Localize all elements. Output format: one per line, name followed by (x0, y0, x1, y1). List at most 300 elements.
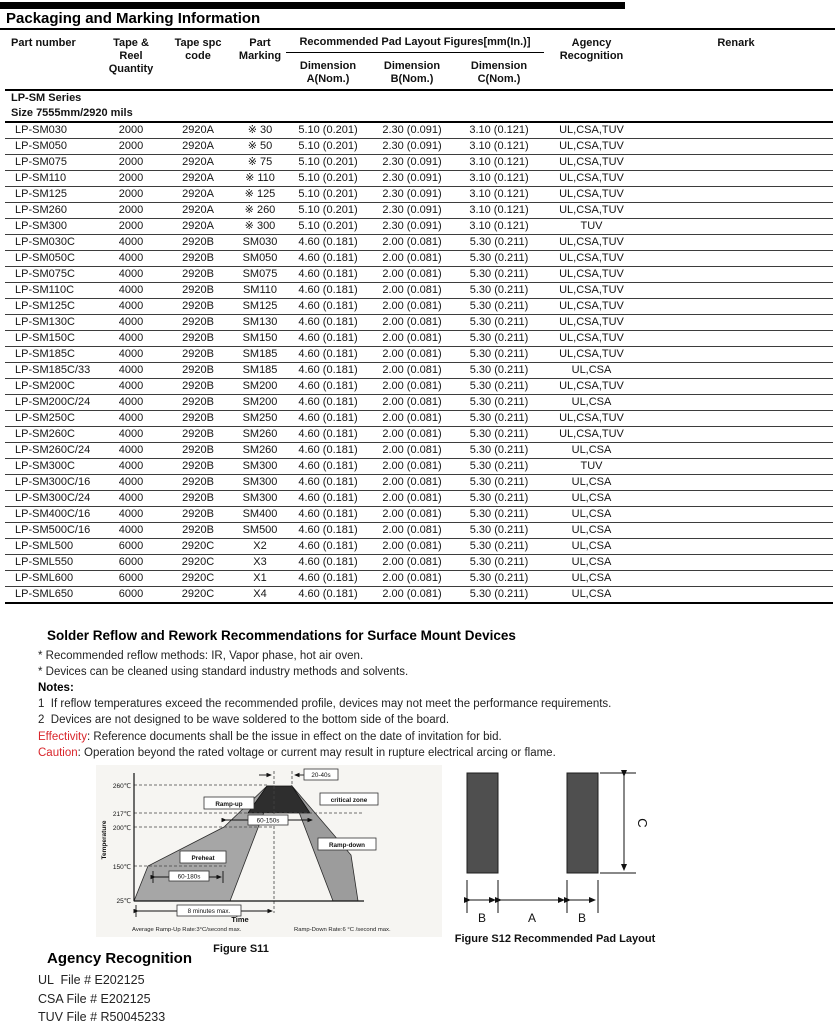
cell-quantity: 2000 (100, 171, 162, 187)
cell-dim-c: 5.30 (0.211) (454, 571, 544, 587)
table-row (5, 283, 833, 299)
cell-part-number: LP-SM030C (5, 235, 100, 251)
cell-dim-b: 2.00 (0.081) (370, 363, 454, 379)
cell-part-marking: SM185 (234, 347, 286, 363)
cell-dim-b: 2.30 (0.091) (370, 203, 454, 219)
col-header-tape-spc: Tape spc code (162, 30, 234, 90)
cell-part-number: LP-SM185C/33 (5, 363, 100, 379)
cell-part-marking: SM150 (234, 331, 286, 347)
series-label: LP-SM Series (11, 92, 82, 104)
cell-dim-c: 3.10 (0.121) (454, 187, 544, 203)
cell-remark (639, 507, 833, 523)
table-row (5, 315, 833, 331)
packaging-table (5, 30, 833, 604)
cell-part-marking: SM260 (234, 427, 286, 443)
cell-part-marking: SM185 (234, 363, 286, 379)
cell-dim-a: 5.10 (0.201) (286, 219, 370, 235)
dim-b-left-label: B (477, 911, 487, 925)
cell-part-number: LP-SM260C/24 (5, 443, 100, 459)
cell-dim-b: 2.30 (0.091) (370, 155, 454, 171)
cell-dim-b: 2.30 (0.091) (370, 171, 454, 187)
cell-agency: UL,CSA,TUV (544, 299, 639, 315)
cell-remark (639, 203, 833, 219)
cell-remark (639, 235, 833, 251)
cell-agency: UL,CSA (544, 491, 639, 507)
cell-part-number: LP-SM150C (5, 331, 100, 347)
cell-part-number: LP-SM260C (5, 427, 100, 443)
cell-part-marking: SM300 (234, 475, 286, 491)
cell-dim-a: 4.60 (0.181) (286, 459, 370, 475)
cell-part-marking: ※ 75 (234, 155, 286, 171)
agency-heading: Agency Recognition (47, 950, 193, 967)
cell-dim-c: 5.30 (0.211) (454, 491, 544, 507)
cell-dim-a: 4.60 (0.181) (286, 347, 370, 363)
cell-tape-spc-code: 2920B (162, 235, 234, 251)
cell-dim-b: 2.00 (0.081) (370, 299, 454, 315)
cell-part-marking: ※ 125 (234, 187, 286, 203)
svg-text:200℃: 200℃ (112, 825, 131, 832)
cell-quantity: 4000 (100, 331, 162, 347)
cell-part-marking: X3 (234, 555, 286, 571)
cell-part-number: LP-SML600 (5, 571, 100, 587)
table-row (5, 219, 833, 235)
cell-dim-a: 5.10 (0.201) (286, 187, 370, 203)
cell-agency: UL,CSA,TUV (544, 283, 639, 299)
cell-remark (639, 523, 833, 539)
table-row (5, 155, 833, 171)
cell-dim-a: 4.60 (0.181) (286, 539, 370, 555)
cell-agency: UL,CSA,TUV (544, 187, 639, 203)
table-row (5, 299, 833, 315)
cell-dim-c: 5.30 (0.211) (454, 587, 544, 604)
table-row (5, 347, 833, 363)
cell-agency: UL,CSA,TUV (544, 379, 639, 395)
caution-line (38, 745, 828, 761)
cell-remark (639, 459, 833, 475)
cell-tape-spc-code: 2920B (162, 347, 234, 363)
table-header (5, 30, 833, 90)
cell-remark (639, 267, 833, 283)
notes-label: Notes: (38, 682, 74, 695)
top-black-bar (0, 2, 625, 9)
cell-dim-b: 2.00 (0.081) (370, 587, 454, 604)
cell-agency: UL,CSA,TUV (544, 235, 639, 251)
cell-part-number: LP-SM130C (5, 315, 100, 331)
col-header-part-number: Part number (5, 30, 100, 90)
figure-s11-caption: Figure S11 (213, 943, 269, 955)
cell-dim-b: 2.00 (0.081) (370, 267, 454, 283)
cell-part-marking: SM075 (234, 267, 286, 283)
cell-dim-a: 4.60 (0.181) (286, 315, 370, 331)
cell-part-number: LP-SM300 (5, 219, 100, 235)
cell-remark (639, 395, 833, 411)
cell-dim-c: 5.30 (0.211) (454, 539, 544, 555)
cell-quantity: 2000 (100, 203, 162, 219)
cell-tape-spc-code: 2920C (162, 555, 234, 571)
cell-tape-spc-code: 2920B (162, 283, 234, 299)
cell-dim-b: 2.00 (0.081) (370, 331, 454, 347)
cell-tape-spc-code: 2920B (162, 411, 234, 427)
cell-part-number: LP-SM250C (5, 411, 100, 427)
cell-dim-b: 2.30 (0.091) (370, 139, 454, 155)
note-2: 2 Devices are not designed to be wave soldered to the bottom side of the board. (38, 714, 450, 727)
cell-tape-spc-code: 2920B (162, 523, 234, 539)
title-block (0, 10, 835, 30)
cell-dim-a: 4.60 (0.181) (286, 507, 370, 523)
cell-dim-a: 5.10 (0.201) (286, 171, 370, 187)
cell-dim-c: 5.30 (0.211) (454, 331, 544, 347)
cell-quantity: 6000 (100, 539, 162, 555)
cell-tape-spc-code: 2920B (162, 491, 234, 507)
svg-text:150℃: 150℃ (112, 864, 131, 871)
cell-dim-b: 2.00 (0.081) (370, 379, 454, 395)
cell-part-number: LP-SML550 (5, 555, 100, 571)
table-row (5, 187, 833, 203)
col-header-agency: Agency Recognition (544, 30, 639, 90)
cell-dim-a: 4.60 (0.181) (286, 363, 370, 379)
cell-part-number: LP-SML650 (5, 587, 100, 604)
reflow-heading: Solder Reflow and Rework Recommendations for Surface Mount Devices (47, 628, 516, 643)
cell-dim-a: 4.60 (0.181) (286, 555, 370, 571)
col-header-quantity: Tape & Reel Quantity (100, 30, 162, 90)
cell-quantity: 4000 (100, 459, 162, 475)
cell-part-number: LP-SM200C/24 (5, 395, 100, 411)
cell-part-number: LP-SM300C (5, 459, 100, 475)
table-row (5, 571, 833, 587)
table-row (5, 523, 833, 539)
cell-part-number: LP-SM200C (5, 379, 100, 395)
cell-part-marking: X4 (234, 587, 286, 604)
col-header-remark: Renark (639, 30, 833, 90)
cell-dim-c: 3.10 (0.121) (454, 203, 544, 219)
cell-tape-spc-code: 2920C (162, 587, 234, 604)
cell-dim-c: 5.30 (0.211) (454, 267, 544, 283)
cell-part-number: LP-SM125C (5, 299, 100, 315)
cell-part-marking: SM125 (234, 299, 286, 315)
label-60-150s: 60-150s (256, 817, 280, 825)
caution-text: : Operation beyond the rated voltage or current may result in rupture electrical arcing or flame. (77, 746, 556, 759)
cell-tape-spc-code: 2920C (162, 539, 234, 555)
dim-a-label: A (527, 911, 537, 925)
table-row (5, 507, 833, 523)
cell-quantity: 4000 (100, 523, 162, 539)
cell-dim-c: 5.30 (0.211) (454, 283, 544, 299)
csa-file-number: CSA File # E202125 (38, 991, 151, 1006)
cell-dim-c: 3.10 (0.121) (454, 219, 544, 235)
cell-tape-spc-code: 2920B (162, 395, 234, 411)
cell-dim-b: 2.30 (0.091) (370, 187, 454, 203)
x-axis-label: Time (231, 915, 249, 924)
cell-part-marking: ※ 50 (234, 139, 286, 155)
cell-tape-spc-code: 2920B (162, 379, 234, 395)
cell-quantity: 4000 (100, 443, 162, 459)
cell-dim-b: 2.00 (0.081) (370, 283, 454, 299)
cell-dim-c: 5.30 (0.211) (454, 555, 544, 571)
cell-dim-a: 4.60 (0.181) (286, 299, 370, 315)
cell-part-marking: X1 (234, 571, 286, 587)
cell-agency: UL,CSA (544, 587, 639, 604)
cell-part-marking: ※ 260 (234, 203, 286, 219)
cell-part-marking: SM250 (234, 411, 286, 427)
cell-quantity: 2000 (100, 187, 162, 203)
cell-dim-a: 4.60 (0.181) (286, 523, 370, 539)
cell-dim-c: 5.30 (0.211) (454, 459, 544, 475)
cell-dim-c: 5.30 (0.211) (454, 427, 544, 443)
cell-dim-c: 5.30 (0.211) (454, 235, 544, 251)
cell-dim-a: 4.60 (0.181) (286, 571, 370, 587)
cell-part-marking: SM200 (234, 379, 286, 395)
effectivity-line (38, 729, 828, 745)
table-row (5, 411, 833, 427)
cell-part-marking: ※ 300 (234, 219, 286, 235)
cell-dim-a: 5.10 (0.201) (286, 122, 370, 139)
table-row (5, 379, 833, 395)
cell-part-marking: ※ 110 (234, 171, 286, 187)
cell-remark (639, 122, 833, 139)
cell-dim-a: 4.60 (0.181) (286, 427, 370, 443)
ul-file-number: UL File # E202125 (38, 973, 145, 987)
cell-part-marking: SM050 (234, 251, 286, 267)
cell-dim-a: 4.60 (0.181) (286, 283, 370, 299)
cell-dim-c: 5.30 (0.211) (454, 299, 544, 315)
table-row (5, 491, 833, 507)
label-ramp-up: Ramp-up (215, 801, 243, 808)
cell-dim-c: 5.30 (0.211) (454, 443, 544, 459)
cell-quantity: 4000 (100, 235, 162, 251)
cell-agency: UL,CSA,TUV (544, 139, 639, 155)
cell-dim-c: 5.30 (0.211) (454, 363, 544, 379)
col-header-part-marking: Part Marking (234, 30, 286, 90)
cell-remark (639, 219, 833, 235)
reflow-profile-figure (96, 765, 446, 937)
cell-dim-a: 4.60 (0.181) (286, 411, 370, 427)
cell-dim-a: 4.60 (0.181) (286, 331, 370, 347)
cell-quantity: 4000 (100, 379, 162, 395)
cell-part-marking: SM260 (234, 443, 286, 459)
cell-part-number: LP-SM110 (5, 171, 100, 187)
cell-dim-a: 4.60 (0.181) (286, 587, 370, 604)
cell-dim-b: 2.00 (0.081) (370, 459, 454, 475)
cell-dim-b: 2.00 (0.081) (370, 395, 454, 411)
cell-quantity: 4000 (100, 427, 162, 443)
table-row (5, 251, 833, 267)
cell-dim-c: 5.30 (0.211) (454, 411, 544, 427)
cell-tape-spc-code: 2920B (162, 315, 234, 331)
cell-part-marking: SM130 (234, 315, 286, 331)
cell-dim-b: 2.00 (0.081) (370, 539, 454, 555)
cell-part-number: LP-SM075C (5, 267, 100, 283)
table-row (5, 555, 833, 571)
figure-s12-caption: Figure S12 Recommended Pad Layout (454, 933, 656, 945)
cell-agency: UL,CSA,TUV (544, 315, 639, 331)
cell-remark (639, 251, 833, 267)
cell-dim-c: 3.10 (0.121) (454, 155, 544, 171)
svg-text:25℃: 25℃ (116, 898, 131, 905)
cell-dim-b: 2.00 (0.081) (370, 347, 454, 363)
cell-part-marking: SM300 (234, 491, 286, 507)
cell-tape-spc-code: 2920A (162, 139, 234, 155)
series-group-row (5, 90, 833, 106)
cell-dim-b: 2.00 (0.081) (370, 523, 454, 539)
cell-part-number: LP-SML500 (5, 539, 100, 555)
cell-quantity: 4000 (100, 475, 162, 491)
cell-dim-a: 4.60 (0.181) (286, 443, 370, 459)
table-body (5, 122, 833, 603)
col-header-dim-b: Dimension B(Nom.) (370, 53, 454, 91)
cell-agency: UL,CSA,TUV (544, 267, 639, 283)
cell-remark (639, 171, 833, 187)
cell-agency: TUV (544, 459, 639, 475)
cell-dim-b: 2.00 (0.081) (370, 427, 454, 443)
cell-tape-spc-code: 2920B (162, 363, 234, 379)
cell-quantity: 6000 (100, 571, 162, 587)
cell-tape-spc-code: 2920B (162, 427, 234, 443)
tuv-file-number: TUV File # R50045233 (38, 1010, 166, 1024)
cell-dim-c: 5.30 (0.211) (454, 507, 544, 523)
cell-agency: UL,CSA,TUV (544, 427, 639, 443)
reflow-bullet-1: * Recommended reflow methods: IR, Vapor phase, hot air oven. (38, 650, 364, 663)
cell-quantity: 4000 (100, 347, 162, 363)
cell-dim-c: 3.10 (0.121) (454, 139, 544, 155)
cell-dim-a: 4.60 (0.181) (286, 395, 370, 411)
cell-agency: UL,CSA,TUV (544, 155, 639, 171)
label-60-180s: 60-180s (177, 873, 201, 881)
cell-quantity: 4000 (100, 283, 162, 299)
note-1: 1 If reflow temperatures exceed the recommended profile, devices may not meet the performance requirements. (38, 698, 612, 711)
cell-remark (639, 427, 833, 443)
cell-remark (639, 315, 833, 331)
cell-agency: UL,CSA (544, 507, 639, 523)
cell-tape-spc-code: 2920B (162, 475, 234, 491)
cell-tape-spc-code: 2920A (162, 155, 234, 171)
cell-dim-b: 2.00 (0.081) (370, 507, 454, 523)
cell-remark (639, 443, 833, 459)
cell-quantity: 4000 (100, 411, 162, 427)
cell-dim-c: 5.30 (0.211) (454, 251, 544, 267)
col-header-dim-a: Dimension A(Nom.) (286, 53, 370, 91)
cell-tape-spc-code: 2920A (162, 171, 234, 187)
cell-tape-spc-code: 2920A (162, 219, 234, 235)
cell-dim-a: 4.60 (0.181) (286, 235, 370, 251)
cell-dim-c: 5.30 (0.211) (454, 523, 544, 539)
cell-part-number: LP-SM075 (5, 155, 100, 171)
cell-quantity: 2000 (100, 219, 162, 235)
col-header-dim-c: Dimension C(Nom.) (454, 53, 544, 91)
cell-dim-a: 5.10 (0.201) (286, 155, 370, 171)
svg-text:260℃: 260℃ (112, 783, 131, 790)
cell-part-marking: X2 (234, 539, 286, 555)
cell-part-marking: SM030 (234, 235, 286, 251)
table-row (5, 395, 833, 411)
cell-remark (639, 299, 833, 315)
cell-dim-c: 5.30 (0.211) (454, 395, 544, 411)
cell-remark (639, 331, 833, 347)
cell-remark (639, 411, 833, 427)
cell-remark (639, 539, 833, 555)
table-row (5, 122, 833, 139)
table-row (5, 331, 833, 347)
cell-agency: UL,CSA (544, 363, 639, 379)
cell-dim-c: 3.10 (0.121) (454, 122, 544, 139)
caution-label: Caution (38, 746, 78, 759)
table-row (5, 267, 833, 283)
col-header-pad-layout-group: Recommended Pad Layout Figures[mm(In.)] (286, 30, 544, 53)
cell-part-number: LP-SM500C/16 (5, 523, 100, 539)
label-critical-zone: critical zone (330, 797, 368, 804)
cell-quantity: 4000 (100, 507, 162, 523)
dim-c-label: C (635, 818, 650, 828)
cell-dim-a: 4.60 (0.181) (286, 251, 370, 267)
reflow-bullet-2: * Devices can be cleaned using standard industry methods and solvents. (38, 666, 409, 679)
cell-remark (639, 139, 833, 155)
cell-quantity: 2000 (100, 155, 162, 171)
cell-agency: UL,CSA (544, 571, 639, 587)
cell-dim-a: 4.60 (0.181) (286, 379, 370, 395)
cell-tape-spc-code: 2920B (162, 251, 234, 267)
cell-quantity: 4000 (100, 395, 162, 411)
cell-part-number: LP-SM125 (5, 187, 100, 203)
table-row (5, 171, 833, 187)
cell-tape-spc-code: 2920A (162, 203, 234, 219)
pad-right (567, 773, 598, 873)
cell-quantity: 4000 (100, 363, 162, 379)
cell-part-number: LP-SM400C/16 (5, 507, 100, 523)
cell-remark (639, 491, 833, 507)
cell-tape-spc-code: 2920B (162, 299, 234, 315)
cell-tape-spc-code: 2920B (162, 331, 234, 347)
cell-remark (639, 587, 833, 604)
cell-dim-b: 2.00 (0.081) (370, 491, 454, 507)
cell-part-marking: SM300 (234, 459, 286, 475)
cell-dim-a: 4.60 (0.181) (286, 491, 370, 507)
cell-part-number: LP-SM300C/24 (5, 491, 100, 507)
table-row (5, 539, 833, 555)
table-row (5, 443, 833, 459)
cell-dim-c: 5.30 (0.211) (454, 475, 544, 491)
cell-dim-b: 2.00 (0.081) (370, 555, 454, 571)
table-row (5, 363, 833, 379)
cell-dim-a: 4.60 (0.181) (286, 475, 370, 491)
cell-dim-b: 2.00 (0.081) (370, 475, 454, 491)
cell-dim-b: 2.00 (0.081) (370, 315, 454, 331)
cell-agency: TUV (544, 219, 639, 235)
cell-quantity: 2000 (100, 139, 162, 155)
cell-agency: UL,CSA (544, 523, 639, 539)
size-label: Size 7555mm/2920 mils (5, 106, 833, 122)
cell-part-number: LP-SM185C (5, 347, 100, 363)
cell-agency: UL,CSA (544, 395, 639, 411)
cell-dim-b: 2.00 (0.081) (370, 235, 454, 251)
cell-remark (639, 379, 833, 395)
agency-recognition-section (38, 950, 192, 1027)
cell-agency: UL,CSA,TUV (544, 122, 639, 139)
cell-dim-b: 2.00 (0.081) (370, 443, 454, 459)
cell-part-marking: SM200 (234, 395, 286, 411)
cell-quantity: 6000 (100, 555, 162, 571)
cell-agency: UL,CSA,TUV (544, 203, 639, 219)
cell-part-number: LP-SM050 (5, 139, 100, 155)
cell-part-number: LP-SM050C (5, 251, 100, 267)
figures-row (0, 765, 839, 955)
cell-tape-spc-code: 2920C (162, 571, 234, 587)
cell-dim-b: 2.30 (0.091) (370, 219, 454, 235)
cell-part-marking: SM110 (234, 283, 286, 299)
table-row (5, 587, 833, 604)
cell-dim-a: 5.10 (0.201) (286, 203, 370, 219)
cell-remark (639, 571, 833, 587)
effectivity-label: Effectivity (38, 730, 87, 743)
page-title: Packaging and Marking Information (6, 10, 261, 27)
